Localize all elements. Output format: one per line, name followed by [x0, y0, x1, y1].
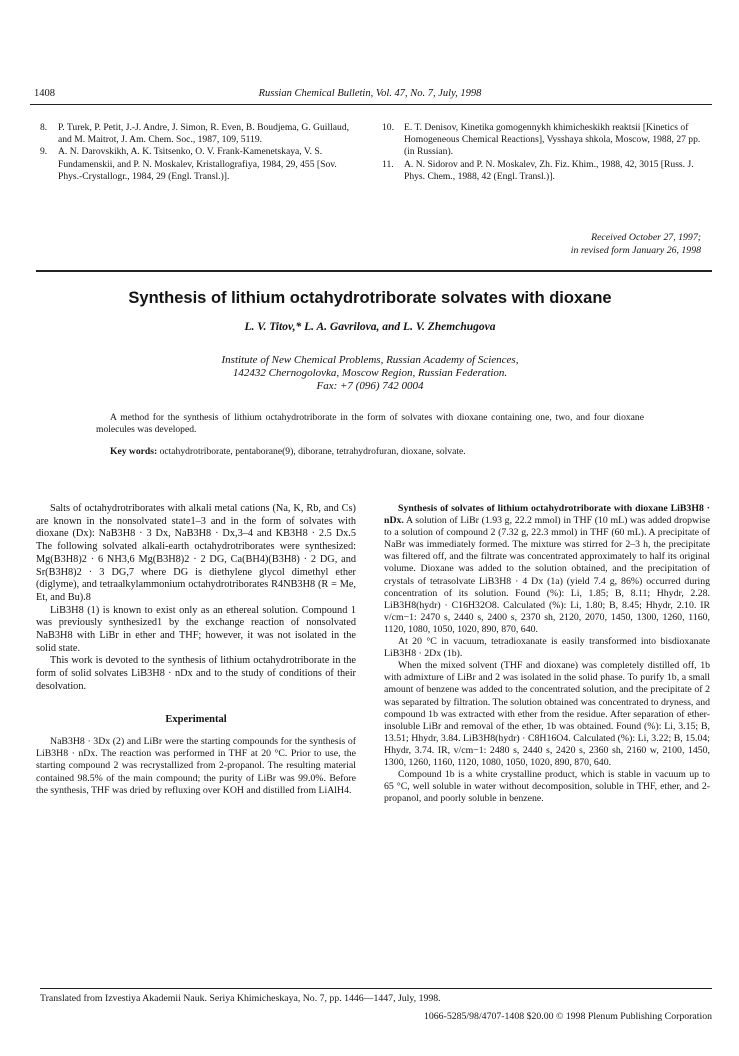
- author-affiliation: [30, 354, 710, 394]
- footer-rule: [40, 988, 712, 989]
- references-left: [40, 122, 352, 183]
- reference-number: 10.: [382, 122, 394, 133]
- paragraph: [384, 503, 710, 636]
- paragraph-text: A solution of LiBr (1.93 g, 22.2 mmol) in THF (10 mL) was added dropwise to a solution of compound 2 (7.32 g, 22.3 mmol) in THF (60 mL). A precipitate of NaBr was immediately formed. The mixture was stirred for 2–3 h, the precipitate was filtered off, and the filtrate was concentrated approximately to half its original volume. Dioxane was added to the solution obtained, and the precipitation of crystals of tetrasolvate LiB3H8 · 4 Dx (1a) (yield 7.4 g, 86%) occurred during concentration of its solution. Found (%): Li, 1.85; B, 8.11; Hhydr, 2.28. LiB3H8(hydr) · C16H32O8. Calculated (%): Li, 1.80; B, 8.45; Hhydr, 2.10. IR v/cm−1: 2470 s, 2440 s, 2400 s, 2370 sh, 2120, 2070, 1450, 1300, 1260, 1160, 1120, 1080, 1050, 1020, 890, 870, 640.: [384, 515, 710, 635]
- paragraph: NaB3H8 · 3Dx (2) and LiBr were the starting compounds for the synthesis of LiB3H8 · nDx. The reaction was performed in THF at 20 °C. Prior to use, the starting compound 2 was recrystallized from 2-propanol. The resulting material contained 98.5% of the main compound; the purity of LiBr was 99.0%. Before the synthesis, THF was dried by refluxing over KOH and distilled from LiAlH4.: [36, 736, 356, 796]
- article-title: Synthesis of lithium octahydrotriborate solvates with dioxane: [128, 289, 612, 307]
- reference-text: P. Turek, P. Petit, J.-J. Andre, J. Simon, R. Even, B. Boudjema, G. Guillaud, and M. Maitrot, J. Am. Chem. Soc., 1987, 109, 5119.: [58, 122, 350, 146]
- paragraph: When the mixed solvent (THF and dioxane) was completely distilled off, 1b with admixture of LiBr and 2 was isolated in the solid phase. To purify 1b, a small amount of benzene was added to the concentrated solution, and the precipitate of 2 was separated by filtration. The solution obtained was concentrated to dryness, and compound 1b was extracted with ether from the residue. After separation of ether-insoluble LiBr and removal of the ether, 1b was obtained. Found (%): Li, 3.15; B, 13.51; Hhydr, 3.84. LiB3H8(hydr) · C8H16O4. Calculated (%): Li, 3.22; B, 15.04; Hhydr, 3.74. IR, v/cm−1: 2480 s, 2440 s, 2420 s, 2360 sh, 2160 w, 2100, 1450, 1300, 1260, 1160, 1120, 1080, 1050, 1020, 890, 870, 640.: [384, 660, 710, 768]
- revised-date: in revised form January 26, 1998: [570, 244, 701, 256]
- paragraph: This work is devoted to the synthesis of lithium octahydrotriborate in the form of solid solvates LiB3H8 · nDx and to the study of conditions of their desolvation.: [36, 655, 356, 692]
- page-number: 1408: [34, 88, 55, 99]
- affiliation-line: 142432 Chernogolovka, Moscow Region, Russian Federation.: [232, 367, 508, 380]
- keywords-text: octahydrotriborate, pentaborane(9), diborane, tetrahydrofuran, dioxane, solvate.: [159, 446, 466, 457]
- reference-number: 9.: [40, 146, 48, 158]
- subsection-heading: Synthesis of solvates of lithium octahydrotriborate with dioxane LiB3H8 · nDx.: [384, 503, 710, 527]
- reference-number: 11.: [382, 158, 394, 170]
- section-heading: Experimental: [165, 713, 227, 725]
- paragraph: At 20 °C in vacuum, tetradioxanate is easily transformed into bisdioxanate LiB3H8 · 2Dx (1b).: [384, 636, 710, 660]
- keywords: [96, 446, 644, 458]
- header-rule: [30, 104, 712, 105]
- paragraph: LiB3H8 (1) is known to exist only as an ethereal solution. Compound 1 was previously synthesized1 by the exchange reaction of nonsolvated NaB3H8 with LiBr in ether and THF; however, it was not isolated in the solid state.: [36, 604, 356, 654]
- keywords-label: Key words:: [110, 446, 158, 457]
- received-date: Received October 27, 1997;: [591, 232, 701, 243]
- reference-number: 8.: [40, 122, 48, 133]
- reference-text: A. N. Sidorov and P. N. Moskalev, Zh. Fiz. Khim., 1988, 42, 3015 [Russ. J. Phys. Chem., 1988, 42 (Engl. Transl.)].: [404, 158, 694, 182]
- reference-item: [40, 122, 352, 146]
- received-dates: [401, 232, 701, 257]
- article-separator-rule: [36, 270, 712, 272]
- reference-text: E. T. Denisov, Kinetika gomogennykh khimicheskikh reaktsii [Kinetics of Homogeneous Chemical Reactions], Vysshaya shkola, Moscow, 1988, 27 pp. (in Russian).: [404, 122, 701, 158]
- running-header: Russian Chemical Bulletin, Vol. 47, No. 7, July, 1998: [258, 88, 482, 99]
- body-right-column: [384, 503, 710, 805]
- paragraph: Salts of octahydrotriborates with alkali metal cations (Na, K, Rb, and Cs) are known in the nonsolvated state1–3 and in the form of solvates with dioxane (Dx): NaB3H8 · 3 Dx, NaB3H8 · Dx,3–4 and KB3H8 · 2.5 Dx.5 The following solvated alkali-earth octahydrotriborates were synthesized: Mg(B3H8)2 · 6 NH3,6 Mg(B3H8)2 · 2 DG, Ca(BH4)(B3H8) · 2 DG, and Sr(B3H8)2 · 3 DG,7 where DG is diethylene glycol dimethyl ether (diglyme), and tetraalkylammonium octahydrotriborates R4NB3H8 (R = Me, Et, and Bu).8: [36, 503, 356, 603]
- reference-text: A. N. Darovskikh, A. K. Tsitsenko, O. V. Frank-Kamenetskaya, V. S. Fundamenskii, and P. N. Moskalev, Kristallografiya, 1984, 29, 455 [Sov. Phys.-Crystallogr., 1984, 29 (Engl. Transl.)].: [58, 146, 337, 182]
- affiliation-line: Institute of New Chemical Problems, Russian Academy of Sciences,: [221, 354, 519, 366]
- reference-item: [382, 158, 710, 183]
- reference-item: [382, 122, 710, 159]
- references-right: [382, 122, 710, 183]
- article-authors: L. V. Titov,* L. A. Gavrilova, and L. V. Zhemchugova: [244, 321, 496, 333]
- translation-note: Translated from Izvestiya Akademii Nauk. Seriya Khimicheskaya, No. 7, pp. 1446—1447, July, 1998.: [40, 993, 441, 1004]
- abstract: A method for the synthesis of lithium octahydrotriborate in the form of solvates with dioxane containing one, two, and four dioxane molecules was developed.: [96, 412, 644, 435]
- paragraph: Compound 1b is a white crystalline product, which is stable in vacuum up to 65 °C, well soluble in water without decomposition, soluble in THF, ether, and 2-propanol, and poorly soluble in benzene.: [384, 769, 710, 805]
- reference-item: [40, 146, 352, 183]
- affiliation-fax: Fax: +7 (096) 742 0004: [316, 380, 424, 393]
- copyright-line: 1066-5285/98/4707-1408 $20.00 © 1998 Plenum Publishing Corporation: [423, 1011, 712, 1022]
- body-left-column: [36, 503, 356, 797]
